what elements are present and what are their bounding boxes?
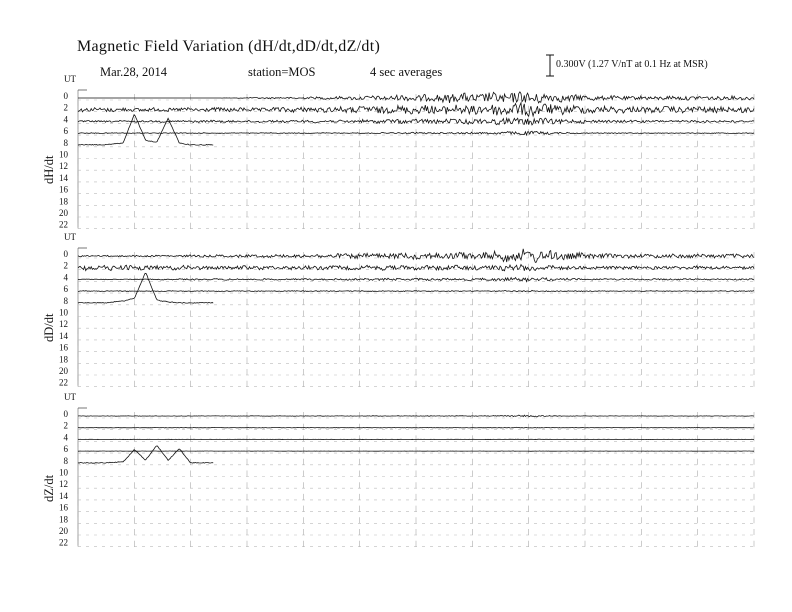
panel-dZ-dt [59, 392, 754, 548]
hour-tick-label: 16 [59, 502, 68, 513]
trace-8ut [78, 273, 213, 303]
hour-tick-label: 6 [63, 444, 68, 455]
y-axis-title: dD/dt [42, 313, 56, 343]
ut-label: UT [64, 74, 76, 84]
hour-tick-label: 14 [59, 490, 68, 501]
hour-tick-label: 10 [59, 467, 68, 478]
hour-tick-label: 4 [63, 272, 68, 283]
ut-label: UT [64, 392, 76, 402]
hour-tick-label: 4 [63, 432, 68, 443]
hour-tick-label: 12 [59, 319, 68, 330]
y-axis-title: dZ/dt [42, 475, 56, 503]
hour-tick-label: 18 [59, 196, 68, 207]
hour-tick-label: 22 [59, 219, 68, 230]
hour-tick-label: 0 [63, 249, 68, 259]
hour-tick-label: 4 [63, 114, 68, 125]
date-label: Mar.28, 2014 [100, 65, 168, 79]
hour-tick-label: 18 [59, 354, 68, 365]
hour-tick-label: 14 [59, 330, 68, 341]
panel-dD-dt [59, 232, 754, 388]
scale-bar [546, 55, 554, 76]
hour-tick-label: 16 [59, 184, 68, 195]
hour-tick-label: 0 [63, 409, 68, 419]
hour-tick-label: 22 [59, 537, 68, 548]
hour-tick-label: 8 [63, 137, 68, 148]
hour-tick-label: 8 [63, 295, 68, 306]
hour-tick-label: 22 [59, 377, 68, 388]
hour-tick-label: 16 [59, 342, 68, 353]
averaging-label: 4 sec averages [370, 65, 443, 79]
panel-dH-dt [59, 74, 754, 230]
hour-tick-label: 2 [63, 102, 68, 113]
hour-tick-label: 12 [59, 161, 68, 172]
trace-8ut [78, 115, 213, 146]
hour-tick-label: 20 [59, 208, 68, 218]
trace-8ut [78, 446, 213, 463]
hour-tick-label: 20 [59, 366, 68, 376]
hour-tick-label: 20 [59, 526, 68, 536]
hour-tick-label: 14 [59, 172, 68, 183]
hour-tick-label: 0 [63, 91, 68, 101]
y-axis-title: dH/dt [42, 155, 56, 185]
trace-2ut [78, 103, 754, 117]
hour-tick-label: 2 [63, 420, 68, 431]
trace-2ut [78, 427, 754, 428]
hour-tick-label: 6 [63, 126, 68, 137]
chart-title: Magnetic Field Variation (dH/dt,dD/dt,dZ/dt) [77, 38, 381, 55]
station-label: station=MOS [248, 65, 316, 79]
hour-tick-label: 18 [59, 514, 68, 525]
hour-tick-label: 10 [59, 149, 68, 160]
ut-label: UT [64, 232, 76, 242]
hour-tick-label: 8 [63, 455, 68, 466]
hour-tick-label: 10 [59, 307, 68, 318]
scale-label: 0.300V (1.27 V/nT at 0.1 Hz at MSR) [556, 59, 708, 70]
hour-tick-label: 12 [59, 479, 68, 490]
hour-tick-label: 6 [63, 284, 68, 295]
hour-tick-label: 2 [63, 260, 68, 271]
